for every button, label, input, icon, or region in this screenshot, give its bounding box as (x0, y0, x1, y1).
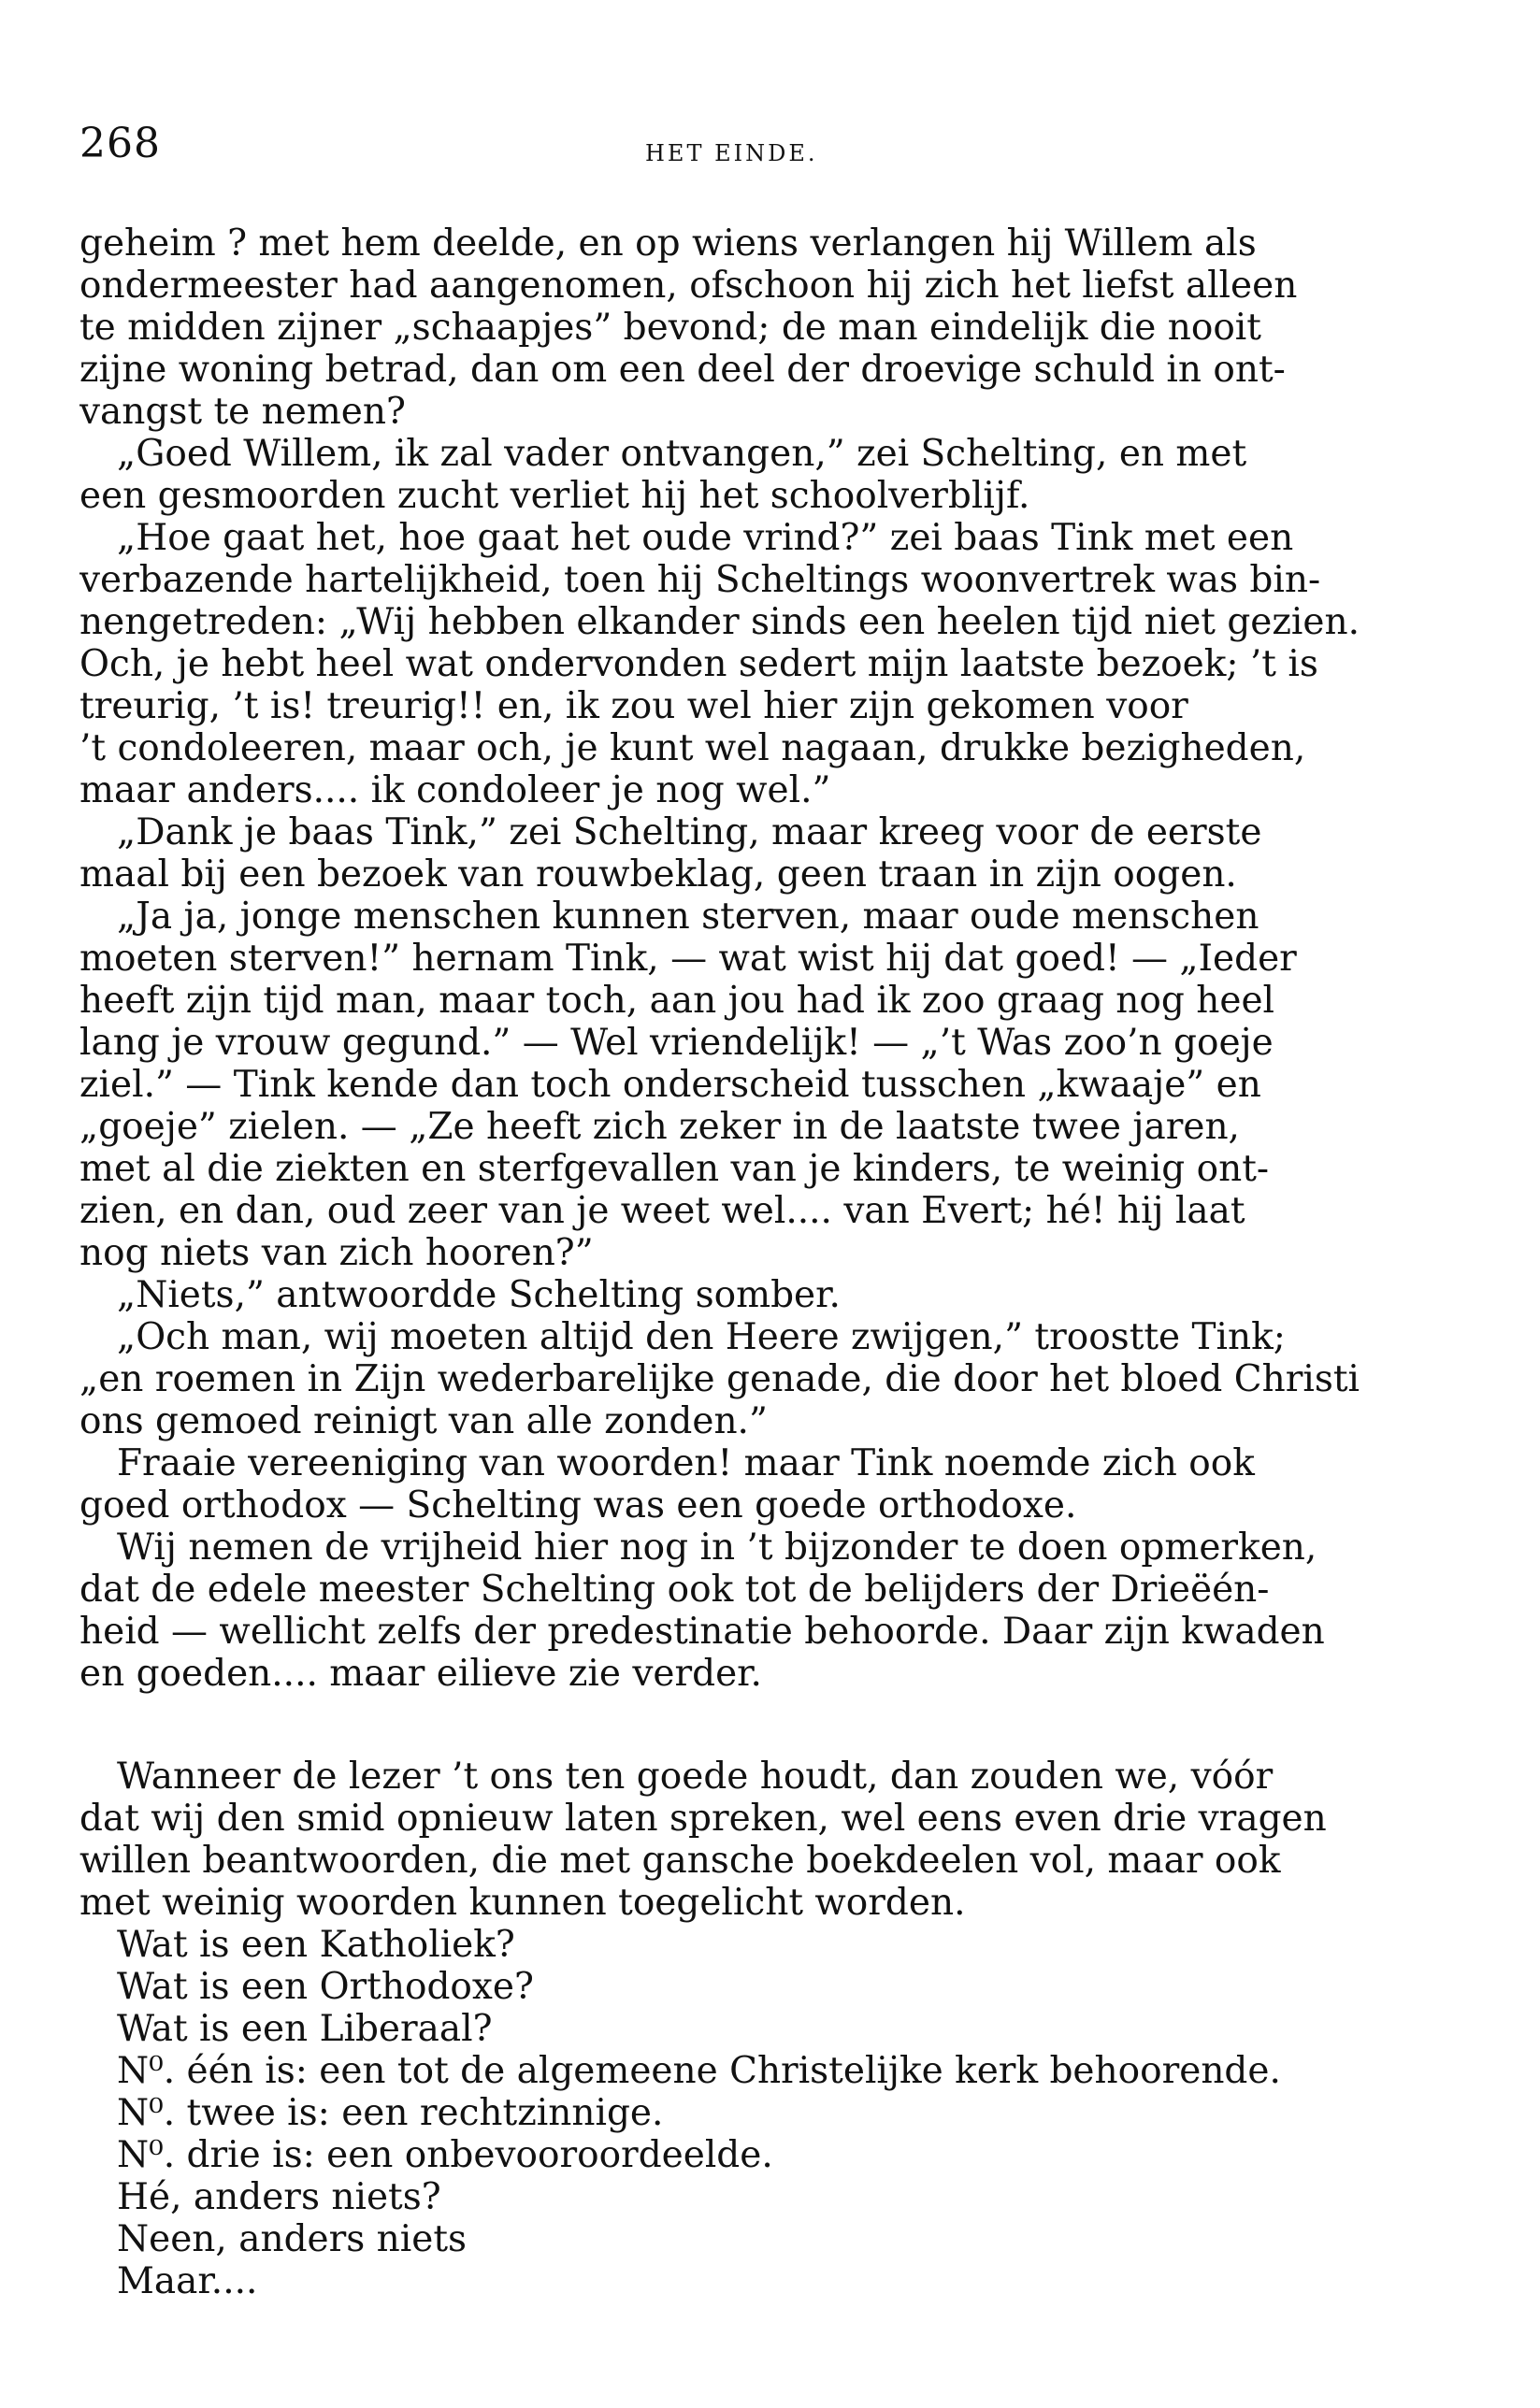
text-line: N⁰. drie is: een onbevooroordeelde. (117, 2134, 773, 2176)
text-line: willen beantwoorden, die met gansche boekdeelen vol, maar ook (79, 1840, 1281, 1882)
text-line: N⁰. één is: een tot de algemeene Christelijke kerk behoorende. (117, 2050, 1281, 2092)
text-line: met al die ziekten en sterfgevallen van je kinders, te weinig ont- (79, 1148, 1270, 1190)
text-line: zien, en dan, oud zeer van je weet wel.... van Evert; hé! hij laat (79, 1190, 1245, 1232)
text-line: vangst te nemen? (79, 391, 406, 433)
text-line: ons gemoed reinigt van alle zonden.” (79, 1400, 768, 1442)
text-line: nog niets van zich hooren?” (79, 1232, 594, 1274)
text-line: ziel.” — Tink kende dan toch onderscheid tusschen „kwaaje” en (79, 1064, 1261, 1106)
text-line: treurig, ’t is! treurig!! en, ik zou wel hier zijn gekomen voor (79, 685, 1188, 727)
text-line: „Goed Willem, ik zal vader ontvangen,” zei Schelting, en met (117, 433, 1247, 475)
text-line: heid — wellicht zelfs der predestinatie behoorde. Daar zijn kwaden (79, 1611, 1325, 1653)
text-line: ’t condoleeren, maar och, je kunt wel nagaan, drukke bezigheden, (79, 727, 1306, 769)
text-line: Wij nemen de vrijheid hier nog in ’t bijzonder te doen opmerken, (117, 1526, 1317, 1569)
page-header (0, 0, 1540, 187)
text-line: Neen, anders niets (117, 2218, 468, 2260)
text-line: ondermeester had aangenomen, ofschoon hij zich het liefst alleen (79, 265, 1298, 307)
text-line: „Och man, wij moeten altijd den Heere zwijgen,” troostte Tink; (117, 1316, 1286, 1358)
text-line: „Dank je baas Tink,” zei Schelting, maar kreeg voor de eerste (117, 811, 1262, 853)
text-line: „Niets,” antwoordde Schelting somber. (117, 1274, 841, 1316)
text-line: moeten sterven!” hernam Tink, — wat wist hij dat goed! — „Ieder (79, 938, 1297, 980)
text-line: en goeden.... maar eilieve zie verder. (79, 1653, 762, 1695)
text-line: Fraaie vereeniging van woorden! maar Tink noemde zich ook (117, 1442, 1255, 1484)
text-line: nengetreden: „Wij hebben elkander sinds een heelen tijd niet gezien. (79, 601, 1360, 643)
text-line: Och, je hebt heel wat ondervonden sedert mijn laatste bezoek; ’t is (79, 643, 1318, 685)
text-line: Hé, anders niets? (117, 2176, 441, 2218)
text-line: dat de edele meester Schelting ook tot de belijders der Drieëén- (79, 1569, 1270, 1611)
text-line: Wat is een Orthodoxe? (117, 1966, 534, 2008)
text-line: „Ja ja, jonge menschen kunnen sterven, maar oude menschen (117, 896, 1259, 938)
text-line: Maar.... (117, 2260, 258, 2302)
text-line: „en roemen in Zijn wederbarelijke genade, die door het bloed Christi (79, 1358, 1360, 1400)
text-line: een gesmoorden zucht verliet hij het schoolverblijf. (79, 475, 1030, 517)
text-line: maal bij een bezoek van rouwbeklag, geen traan in zijn oogen. (79, 853, 1237, 896)
text-line: te midden zijner „schaapjes” bevond; de man eindelijk die nooit (79, 307, 1261, 349)
text-line: zijne woning betrad, dan om een deel der droevige schuld in ont- (79, 349, 1286, 391)
text-line: N⁰. twee is: een rechtzinnige. (117, 2092, 664, 2134)
section-gap (79, 1695, 1417, 1756)
text-line: geheim ? met hem deelde, en op wiens verlangen hij Willem als (79, 222, 1257, 265)
text-line: verbazende hartelijkheid, toen hij Scheltings woonvertrek was bin- (79, 559, 1321, 601)
text-line: dat wij den smid opnieuw laten spreken, wel eens even drie vragen (79, 1798, 1327, 1840)
text-line: „Hoe gaat het, hoe gaat het oude vrind?” zei baas Tink met een (117, 517, 1294, 559)
text-line: lang je vrouw gegund.” — Wel vriendelijk! — „’t Was zoo’n goeje (79, 1022, 1274, 1064)
page-number: 268 (79, 120, 161, 167)
text-body (79, 222, 1417, 2302)
text-line: goed orthodox — Schelting was een goede orthodoxe. (79, 1484, 1077, 1526)
text-line: heeft zijn tijd man, maar toch, aan jou had ik zoo graag nog heel (79, 980, 1275, 1022)
text-line: Wat is een Katholiek? (117, 1924, 515, 1966)
text-line: „goeje” zielen. — „Ze heeft zich zeker in de laatste twee jaren, (79, 1106, 1240, 1148)
text-line: met weinig woorden kunnen toegelicht worden. (79, 1882, 966, 1924)
text-line: maar anders.... ik condoleer je nog wel.” (79, 769, 831, 811)
running-title: HET EINDE. (645, 140, 818, 166)
text-line: Wat is een Liberaal? (117, 2008, 493, 2050)
text-line: Wanneer de lezer ’t ons ten goede houdt, dan zouden we, vóór (117, 1756, 1274, 1798)
